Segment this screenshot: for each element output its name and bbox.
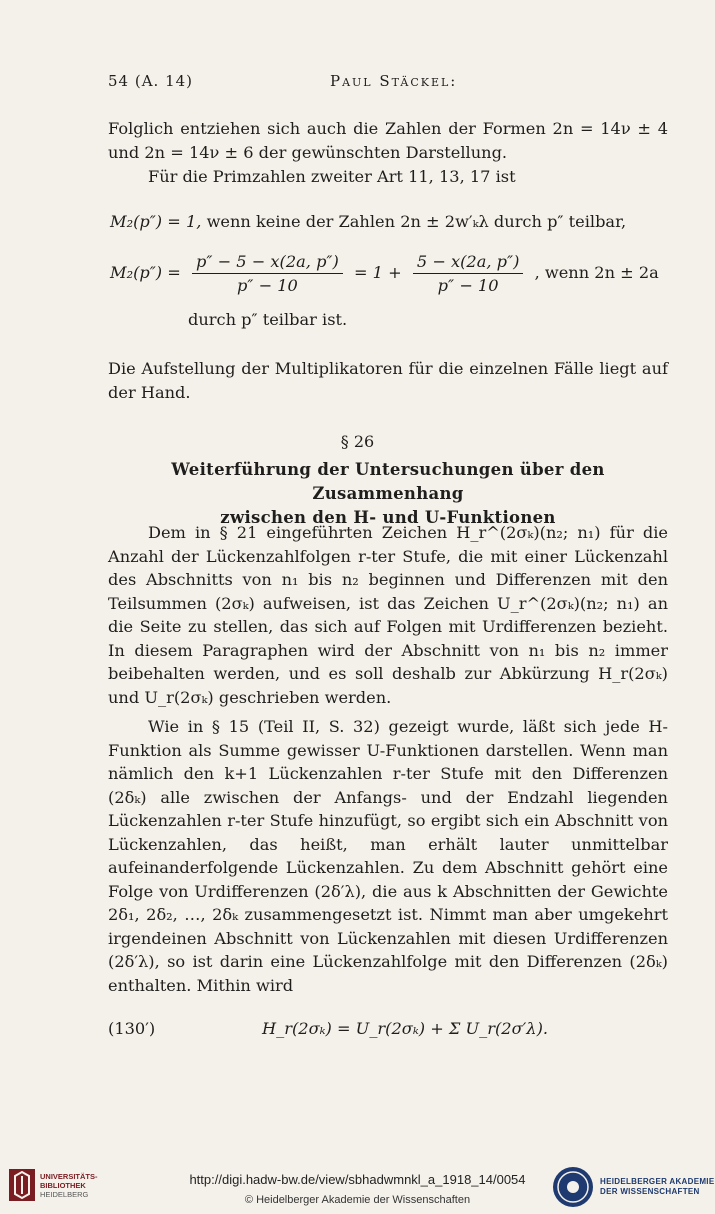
library-line-3: HEIDELBERG <box>40 1190 89 1199</box>
running-header <box>108 72 668 92</box>
formula-1 <box>110 212 626 231</box>
academy-seal-icon <box>552 1166 594 1208</box>
source-url-link[interactable]: http://digi.hadw-bw.de/view/sbhadwmnkl_a_1918_14/0054 <box>189 1172 526 1187</box>
paragraph-5: Wie in § 15 (Teil II, S. 32) gezeigt wurde, läßt sich jede H-Funktion als Summe gewisser U-Funktionen darstellen. Wenn man nämlich den k+1 Lückenzahlen r-ter Stufe mit den Differenzen (2δₖ) alle zwischen der Anfangs- und der Endzahl liegenden Lückenzahlen r-ter Stufe hinzufügt, so ergibt sich ein Abschnitt von Lückenzahlen, das heißt, man erhält lauter unmittelbar aufeinanderfolgende Lückenzahlen. Zu dem Abschnitt gehört eine Folge von Urdifferenzen (2δ′λ), die aus k Abschnitten der Gewichte 2δ₁, 2δ₂, …, 2δₖ zusammengesetzt ist. Nimmt man aber umgekehrt irgendeinen Abschnitt von Lückenzahlen mit diesen Urdifferenzen (2δ′λ), so ist darin eine Lückenzahlfolge mit den Differenzen (2δₖ) enthalten. Mithin wird <box>108 717 668 995</box>
section-title-line-2: zwischen den H- und U-Funktionen <box>220 508 556 527</box>
section-title <box>108 458 668 530</box>
library-line-2: BIBLIOTHEK <box>40 1181 86 1190</box>
fraction-1-numerator: p″ − 5 − x(2a, p″) <box>195 252 339 271</box>
formula-2-continuation: durch p″ teilbar ist. <box>188 310 348 329</box>
paragraph-3: Die Aufstellung der Multiplikatoren für die einzelnen Fälle liegt auf der Hand. <box>108 359 668 402</box>
academy-name <box>600 1177 714 1197</box>
fraction-1 <box>192 252 343 295</box>
equation-label: (130′) <box>108 1019 156 1038</box>
formula-2-middle: = 1 + <box>353 263 402 282</box>
footer <box>0 1160 715 1214</box>
formula-2-tail: , wenn 2n ± 2a <box>534 263 659 282</box>
paragraph-4: Dem in § 21 eingeführten Zeichen H_r^(2σₖ)(n₂; n₁) für die Anzahl der Lückenzahlfolgen r-ter Stufe, die mit einer Lückenzahl des Abschnitts von n₁ bis n₂ beginnen und Differenzen mit den Teilsummen (2σₖ) aufweisen, ist das Zeichen U_r^(2σₖ)(n₂; n₁) an die Seite zu stellen, das sich auf Folgen mit Urdifferenzen bezieht. In diesem Paragraphen wird der Abschnitt von n₁ bis n₂ immer beibehalten werden, und es soll deshalb zur Abkürzung H_r(2σₖ) und U_r(2σₖ) geschrieben werden. <box>108 523 668 707</box>
fraction-2-numerator: 5 − x(2a, p″) <box>416 252 520 271</box>
author-name: Paul Stäckel: <box>330 72 458 90</box>
section-number: § 26 <box>340 432 375 451</box>
academy-line-2: DER WISSENSCHAFTEN <box>600 1187 700 1196</box>
formula-2 <box>110 252 659 295</box>
fraction-1-denominator: p″ − 10 <box>192 273 343 295</box>
page-reference: 54 (A. 14) <box>108 72 194 90</box>
academy-line-1: HEIDELBERGER AKADEMIE <box>600 1177 715 1186</box>
paragraph-1: Folglich entziehen sich auch die Zahlen der Formen 2n = 14ν ± 4 und 2n = 14ν ± 6 der gewünschten Darstellung. <box>108 119 668 162</box>
fraction-2 <box>413 252 524 295</box>
equation-body: H_r(2σₖ) = U_r(2σₖ) + Σ U_r(2σ′λ). <box>262 1019 549 1038</box>
section-title-line-1: Weiterführung der Untersuchungen über den Zusammenhang <box>171 460 605 503</box>
formula-1-lhs: M₂(p″) = 1, <box>110 212 202 231</box>
paragraph-2: Für die Primzahlen zweiter Art 11, 13, 17 ist <box>148 167 516 186</box>
fraction-2-denominator: p″ − 10 <box>413 273 524 295</box>
formula-1-text: wenn keine der Zahlen 2n ± 2w′ₖλ durch p″ teilbar, <box>206 212 627 231</box>
copyright-notice: © Heidelberger Akademie der Wissenschaften <box>244 1194 471 1206</box>
library-line-1: UNIVERSITÄTS- <box>40 1172 98 1181</box>
formula-2-lhs: M₂(p″) = <box>110 263 181 282</box>
